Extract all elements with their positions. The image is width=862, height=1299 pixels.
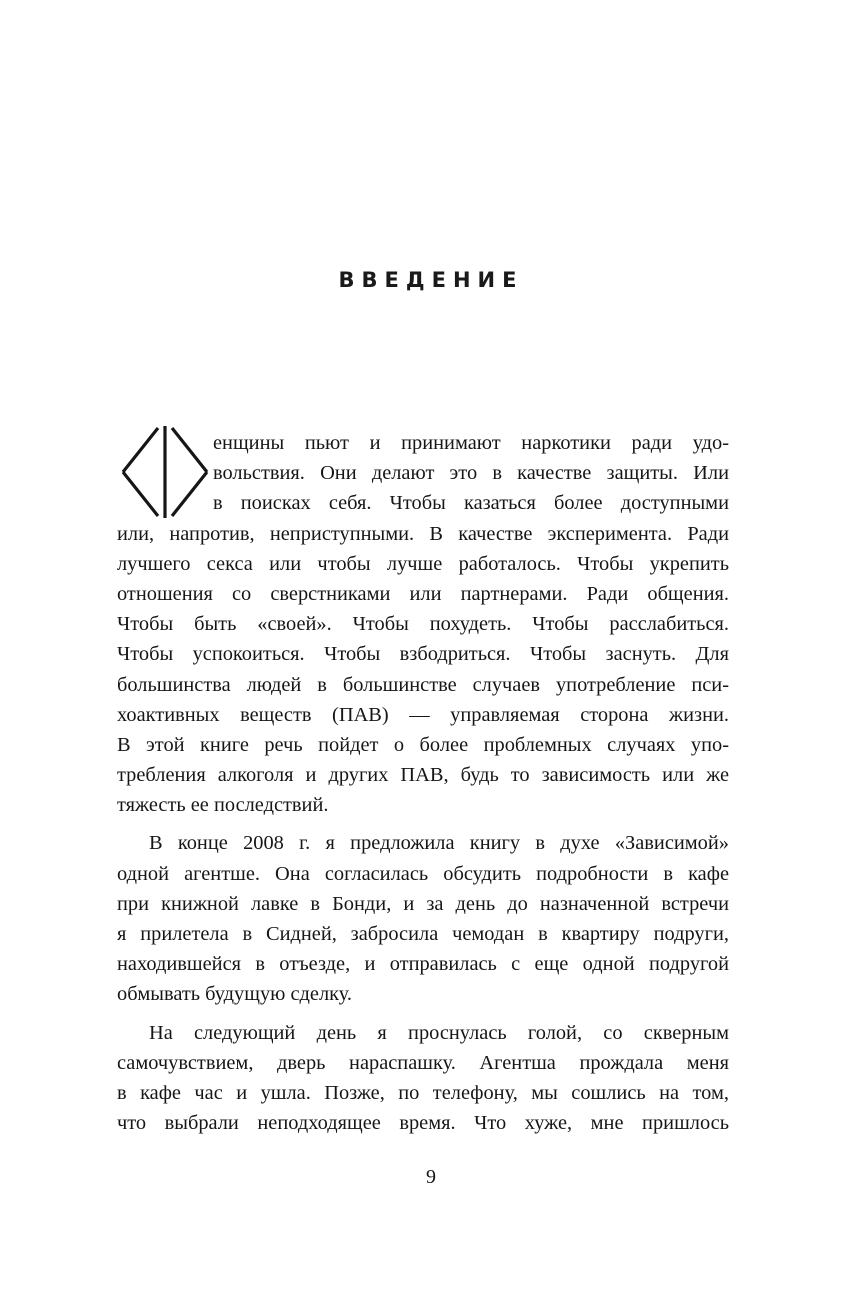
text-line: находившейся в отъезде, и отправилась с еще одной подругой xyxy=(117,953,729,976)
text-line: хоактивных веществ (ПАВ) — управляемая сторона жизни. xyxy=(117,703,729,726)
text-line: большинства людей в большинстве случаев употребление пси- xyxy=(117,673,729,696)
text-line: самочувствием, дверь нараспашку. Агентша прождала меня xyxy=(117,1051,729,1074)
text-line: требления алкоголя и других ПАВ, будь то зависимость или же xyxy=(117,764,729,787)
text-line: В этой книге речь пойдет о более проблемных случаях упо- xyxy=(117,733,729,756)
text-line: или, напротив, неприступными. В качестве эксперимента. Ради xyxy=(117,522,729,545)
text-line: В конце 2008 г. я предложила книгу в духе «Зависимой» xyxy=(149,832,729,855)
text-line: вольствия. Они делают это в качестве защиты. Или xyxy=(213,462,729,485)
chapter-heading: ВВЕДЕНИЕ xyxy=(338,268,524,292)
text-line: при книжной лавке в Бонди, и за день до назначенной встречи xyxy=(117,892,729,915)
text-line: что выбрали неподходящее время. Что хуже, мне пришлось xyxy=(117,1112,729,1135)
text-line: обмывать будущую сделку. xyxy=(117,983,352,1006)
text-line: тяжесть ее последствий. xyxy=(117,794,329,817)
body-text xyxy=(117,428,729,1138)
text-line: Чтобы успокоиться. Чтобы взбодриться. Чтобы заснуть. Для xyxy=(117,643,729,666)
text-line: Чтобы быть «своей». Чтобы похудеть. Чтобы расслабиться. xyxy=(117,613,729,636)
text-line: На следующий день я проснулась голой, со скверным xyxy=(149,1021,729,1044)
page-number: 9 xyxy=(426,1166,436,1188)
text-line: одной агентше. Она согласилась обсудить подробности в кафе xyxy=(117,862,729,885)
text-line: енщины пьют и принимают наркотики ради удо- xyxy=(213,432,729,454)
text-line: отношения со сверстниками или партнерами. Ради общения. xyxy=(117,582,729,605)
text-line: в кафе час и ушла. Позже, по телефону, мы сошлись на том, xyxy=(117,1081,729,1104)
text-line: в поисках себя. Чтобы казаться более доступными xyxy=(213,492,729,515)
text-line: я прилетела в Сидней, забросила чемодан в квартиру подруги, xyxy=(117,923,729,945)
text-line: лучшего секса или чтобы лучше работалось. Чтобы укрепить xyxy=(117,552,729,575)
